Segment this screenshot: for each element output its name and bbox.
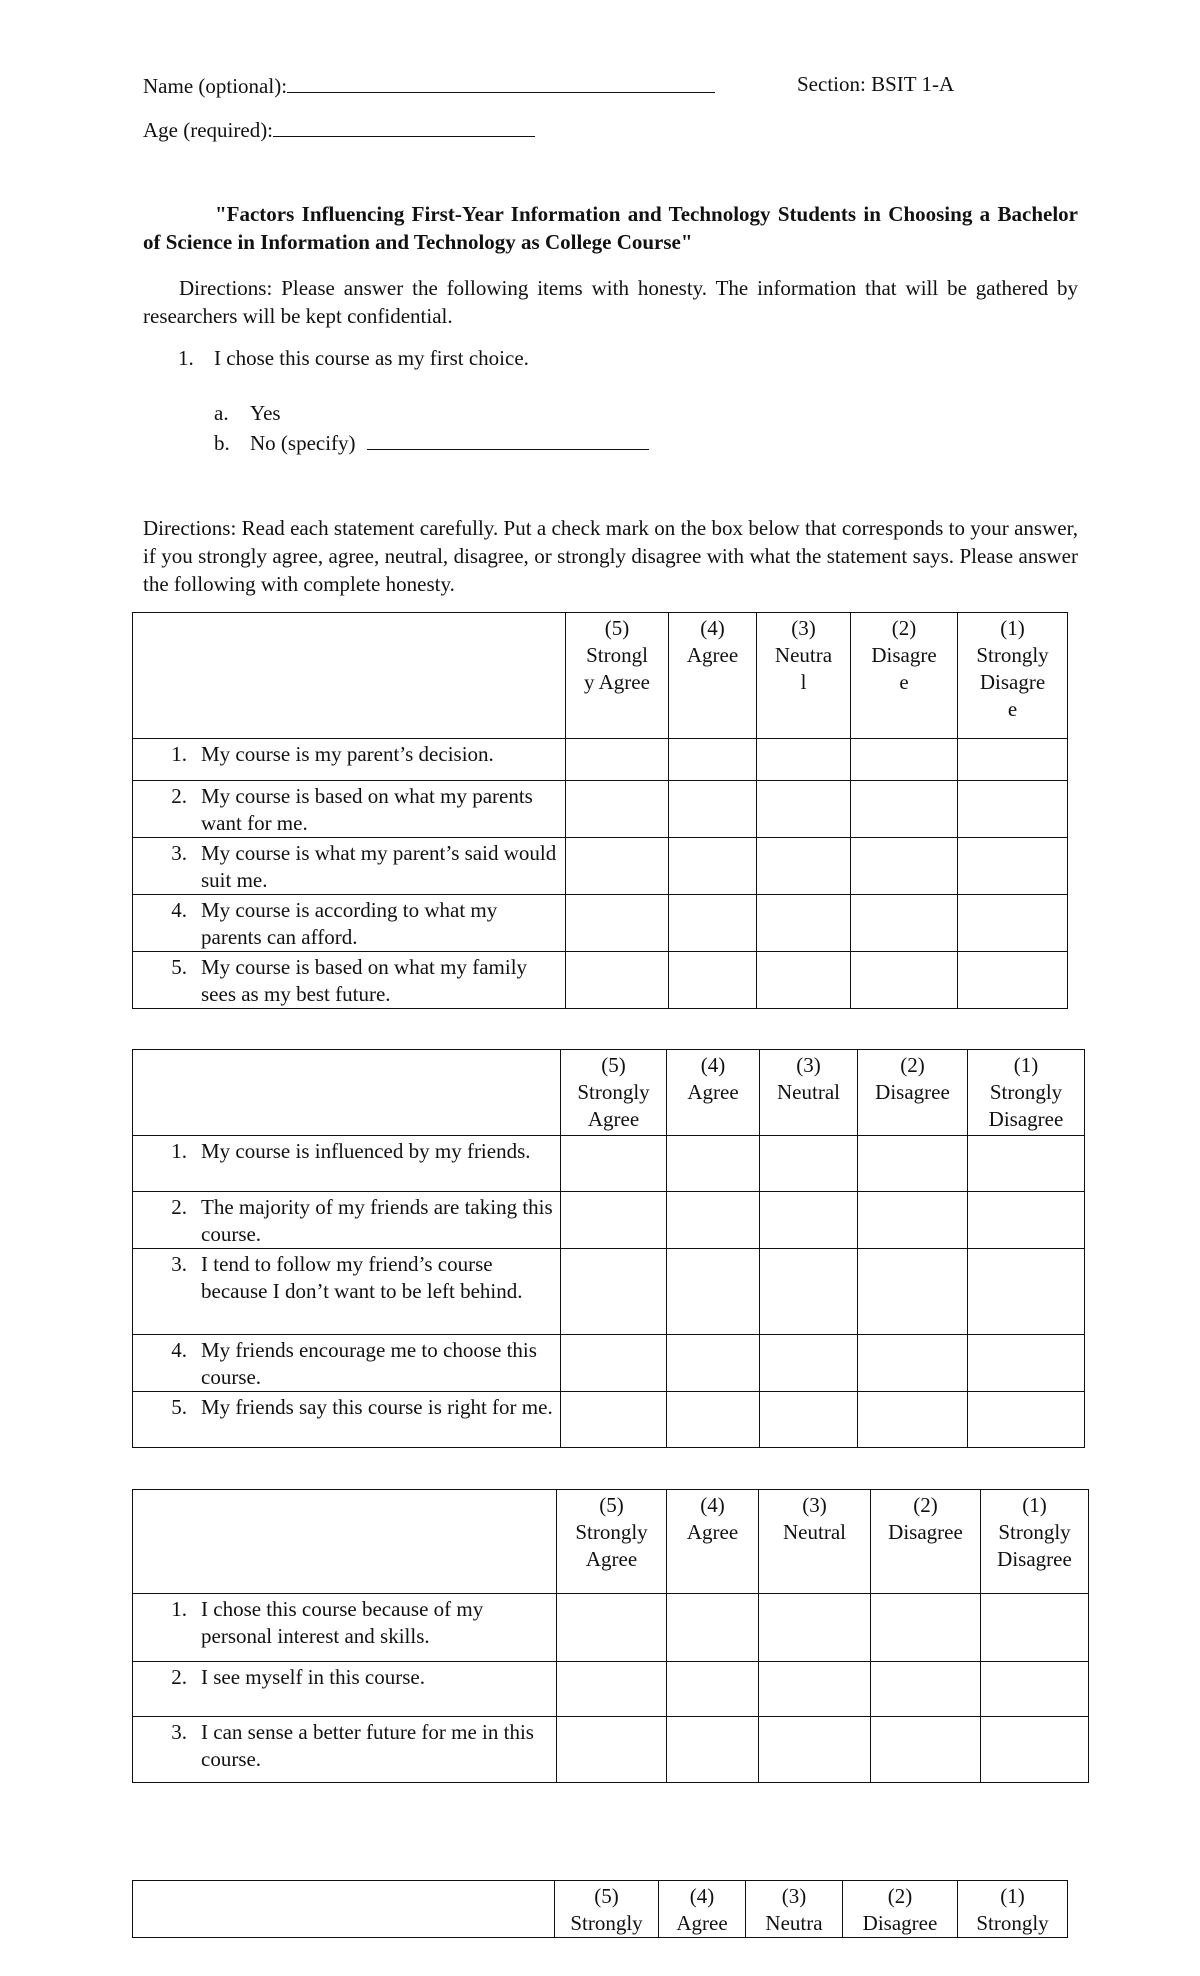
question-1-number: 1. <box>178 346 194 370</box>
checkbox-cell[interactable] <box>858 1392 968 1448</box>
statement-header-cell <box>133 613 566 739</box>
scale-header-strongly-disagree: (1) Strongly Disagree <box>981 1490 1089 1594</box>
scale-header-neutral: (3) Neutral <box>760 1050 858 1136</box>
checkbox-cell[interactable] <box>557 1662 667 1717</box>
statement-header-cell <box>133 1050 561 1136</box>
statement-cell: 4. My friends encourage me to choose this course. <box>133 1335 561 1392</box>
statement-cell: 3. I tend to follow my friend’s course because I don’t want to be left behind. <box>133 1249 561 1335</box>
checkbox-cell[interactable] <box>851 739 958 781</box>
scale-header-agree: (4) Agree <box>667 1050 760 1136</box>
table-row <box>133 1192 1085 1249</box>
table-row <box>133 1662 1089 1717</box>
checkbox-cell[interactable] <box>851 952 958 1009</box>
checkbox-cell[interactable] <box>958 952 1068 1009</box>
table-row <box>133 781 1068 838</box>
checkbox-cell[interactable] <box>858 1249 968 1335</box>
checkbox-cell[interactable] <box>757 739 851 781</box>
checkbox-cell[interactable] <box>760 1249 858 1335</box>
scale-header-strongly-agree: (5) Strongly <box>555 1881 659 1938</box>
checkbox-cell[interactable] <box>669 952 757 1009</box>
checkbox-cell[interactable] <box>757 895 851 952</box>
scale-header-strongly-disagree: (1) Strongly Disagre e <box>958 613 1068 739</box>
scale-header-agree: (4) Agree <box>659 1881 746 1938</box>
name-label: Name (optional): <box>143 74 288 98</box>
statement-cell: 1. My course is influenced by my friends. <box>133 1136 561 1192</box>
checkbox-cell[interactable] <box>760 1136 858 1192</box>
option-b[interactable] <box>214 429 649 456</box>
statement-cell: 5. My course is based on what my family sees as my best future. <box>133 952 566 1009</box>
checkbox-cell[interactable] <box>757 781 851 838</box>
directions-2: Directions: Read each statement carefully. Put a check mark on the box below that corresponds to your answer, if you strongly agree, agree, neutral, disagree, or strongly disagree with what the statement says. Please answer the following with complete honesty. <box>143 516 1078 596</box>
checkbox-cell[interactable] <box>557 1717 667 1783</box>
option-a-letter: a. <box>214 401 229 425</box>
checkbox-cell[interactable] <box>851 838 958 895</box>
table-header-row <box>133 1881 1068 1938</box>
directions-1: Directions: Please answer the following items with honesty. The information that will be gathered by researchers will be kept confidential. <box>143 276 1078 328</box>
checkbox-cell[interactable] <box>667 1192 760 1249</box>
scale-header-strongly-agree: (5) Strongly Agree <box>561 1050 667 1136</box>
age-field-row <box>143 116 535 143</box>
checkbox-cell[interactable] <box>958 739 1068 781</box>
scale-header-strongly-agree: (5) Strongl y Agree <box>566 613 669 739</box>
checkbox-cell[interactable] <box>760 1335 858 1392</box>
checkbox-cell[interactable] <box>851 895 958 952</box>
scale-header-neutral: (3) Neutra l <box>757 613 851 739</box>
table-row <box>133 1335 1085 1392</box>
checkbox-cell[interactable] <box>958 838 1068 895</box>
table-row <box>133 739 1068 781</box>
checkbox-cell[interactable] <box>858 1136 968 1192</box>
table-header-row <box>133 1050 1085 1136</box>
checkbox-cell[interactable] <box>667 1594 759 1662</box>
checkbox-cell[interactable] <box>667 1249 760 1335</box>
checkbox-cell[interactable] <box>669 895 757 952</box>
option-b-specify-line[interactable] <box>367 429 649 450</box>
scale-header-disagree: (2) Disagre e <box>851 613 958 739</box>
scale-header-strongly-agree: (5) Strongly Agree <box>557 1490 667 1594</box>
statement-cell: 2. I see myself in this course. <box>133 1662 557 1717</box>
checkbox-cell[interactable] <box>858 1335 968 1392</box>
table-row <box>133 1136 1085 1192</box>
checkbox-cell[interactable] <box>669 739 757 781</box>
survey-table-personal <box>132 1489 1089 1783</box>
checkbox-cell[interactable] <box>667 1662 759 1717</box>
table-row <box>133 1249 1085 1335</box>
statement-cell: 4. My course is according to what my parents can afford. <box>133 895 566 952</box>
checkbox-cell[interactable] <box>561 1335 667 1392</box>
table-row <box>133 838 1068 895</box>
statement-cell: 1. My course is my parent’s decision. <box>133 739 566 781</box>
statement-cell: 3. I can sense a better future for me in this course. <box>133 1717 557 1783</box>
checkbox-cell[interactable] <box>958 781 1068 838</box>
checkbox-cell[interactable] <box>561 1136 667 1192</box>
checkbox-cell[interactable] <box>871 1662 981 1717</box>
option-a[interactable] <box>214 401 281 426</box>
checkbox-cell[interactable] <box>759 1594 871 1662</box>
checkbox-cell[interactable] <box>667 1335 760 1392</box>
statement-cell: 5. My friends say this course is right for me. <box>133 1392 561 1448</box>
survey-table-parents <box>132 612 1068 1009</box>
section-label: Section: BSIT 1-A <box>797 72 955 96</box>
checkbox-cell[interactable] <box>669 838 757 895</box>
checkbox-cell[interactable] <box>667 1136 760 1192</box>
checkbox-cell[interactable] <box>851 781 958 838</box>
table-header-row <box>133 1490 1089 1594</box>
checkbox-cell[interactable] <box>669 781 757 838</box>
checkbox-cell[interactable] <box>871 1717 981 1783</box>
checkbox-cell[interactable] <box>858 1192 968 1249</box>
checkbox-cell[interactable] <box>968 1335 1085 1392</box>
name-input-line[interactable] <box>287 72 715 93</box>
checkbox-cell[interactable] <box>566 781 669 838</box>
statement-header-cell <box>133 1490 557 1594</box>
scale-header-disagree: (2) Disagree <box>843 1881 958 1938</box>
checkbox-cell[interactable] <box>667 1717 759 1783</box>
checkbox-cell[interactable] <box>561 1392 667 1448</box>
checkbox-cell[interactable] <box>566 838 669 895</box>
scale-header-disagree: (2) Disagree <box>858 1050 968 1136</box>
checkbox-cell[interactable] <box>981 1717 1089 1783</box>
checkbox-cell[interactable] <box>757 838 851 895</box>
checkbox-cell[interactable] <box>667 1392 760 1448</box>
statement-header-cell <box>133 1881 555 1938</box>
statement-cell: 2. The majority of my friends are taking this course. <box>133 1192 561 1249</box>
age-label: Age (required): <box>143 118 274 142</box>
scale-header-agree: (4) Agree <box>669 613 757 739</box>
table-header-row <box>133 613 1068 739</box>
statement-cell: 1. I chose this course because of my personal interest and skills. <box>133 1594 557 1662</box>
age-input-line[interactable] <box>273 116 535 137</box>
checkbox-cell[interactable] <box>760 1192 858 1249</box>
question-1-text: I chose this course as my first choice. <box>214 346 529 370</box>
survey-table-4 <box>132 1880 1068 1938</box>
checkbox-cell[interactable] <box>759 1662 871 1717</box>
checkbox-cell[interactable] <box>566 895 669 952</box>
checkbox-cell[interactable] <box>566 739 669 781</box>
table-row <box>133 895 1068 952</box>
checkbox-cell[interactable] <box>561 1192 667 1249</box>
checkbox-cell[interactable] <box>566 952 669 1009</box>
scale-header-agree: (4) Agree <box>667 1490 759 1594</box>
survey-table-friends <box>132 1049 1085 1448</box>
table-row <box>133 1594 1089 1662</box>
scale-header-neutral: (3) Neutral <box>759 1490 871 1594</box>
checkbox-cell[interactable] <box>981 1662 1089 1717</box>
checkbox-cell[interactable] <box>968 1249 1085 1335</box>
checkbox-cell[interactable] <box>968 1136 1085 1192</box>
table-row <box>133 1717 1089 1783</box>
checkbox-cell[interactable] <box>561 1249 667 1335</box>
checkbox-cell[interactable] <box>760 1392 858 1448</box>
scale-header-disagree: (2) Disagree <box>871 1490 981 1594</box>
checkbox-cell[interactable] <box>968 1392 1085 1448</box>
checkbox-cell[interactable] <box>557 1594 667 1662</box>
option-b-letter: b. <box>214 431 230 455</box>
checkbox-cell[interactable] <box>968 1192 1085 1249</box>
scale-header-neutral: (3) Neutra <box>746 1881 843 1938</box>
survey-title: "Factors Influencing First-Year Information and Technology Students in Choosing a Bachelor of Science in Information and Technology as College Course" <box>143 202 1078 254</box>
checkbox-cell[interactable] <box>759 1717 871 1783</box>
checkbox-cell[interactable] <box>981 1594 1089 1662</box>
scale-header-strongly-disagree: (1) Strongly Disagree <box>968 1050 1085 1136</box>
question-1 <box>178 346 529 371</box>
name-field-row <box>143 72 715 99</box>
statement-cell: 3. My course is what my parent’s said would suit me. <box>133 838 566 895</box>
option-a-text: Yes <box>250 401 281 425</box>
table-row <box>133 952 1068 1009</box>
checkbox-cell[interactable] <box>757 952 851 1009</box>
option-b-text: No (specify) <box>250 431 356 455</box>
scale-header-strongly-disagree: (1) Strongly <box>958 1881 1068 1938</box>
checkbox-cell[interactable] <box>958 895 1068 952</box>
statement-cell: 2. My course is based on what my parents want for me. <box>133 781 566 838</box>
table-row <box>133 1392 1085 1448</box>
checkbox-cell[interactable] <box>871 1594 981 1662</box>
